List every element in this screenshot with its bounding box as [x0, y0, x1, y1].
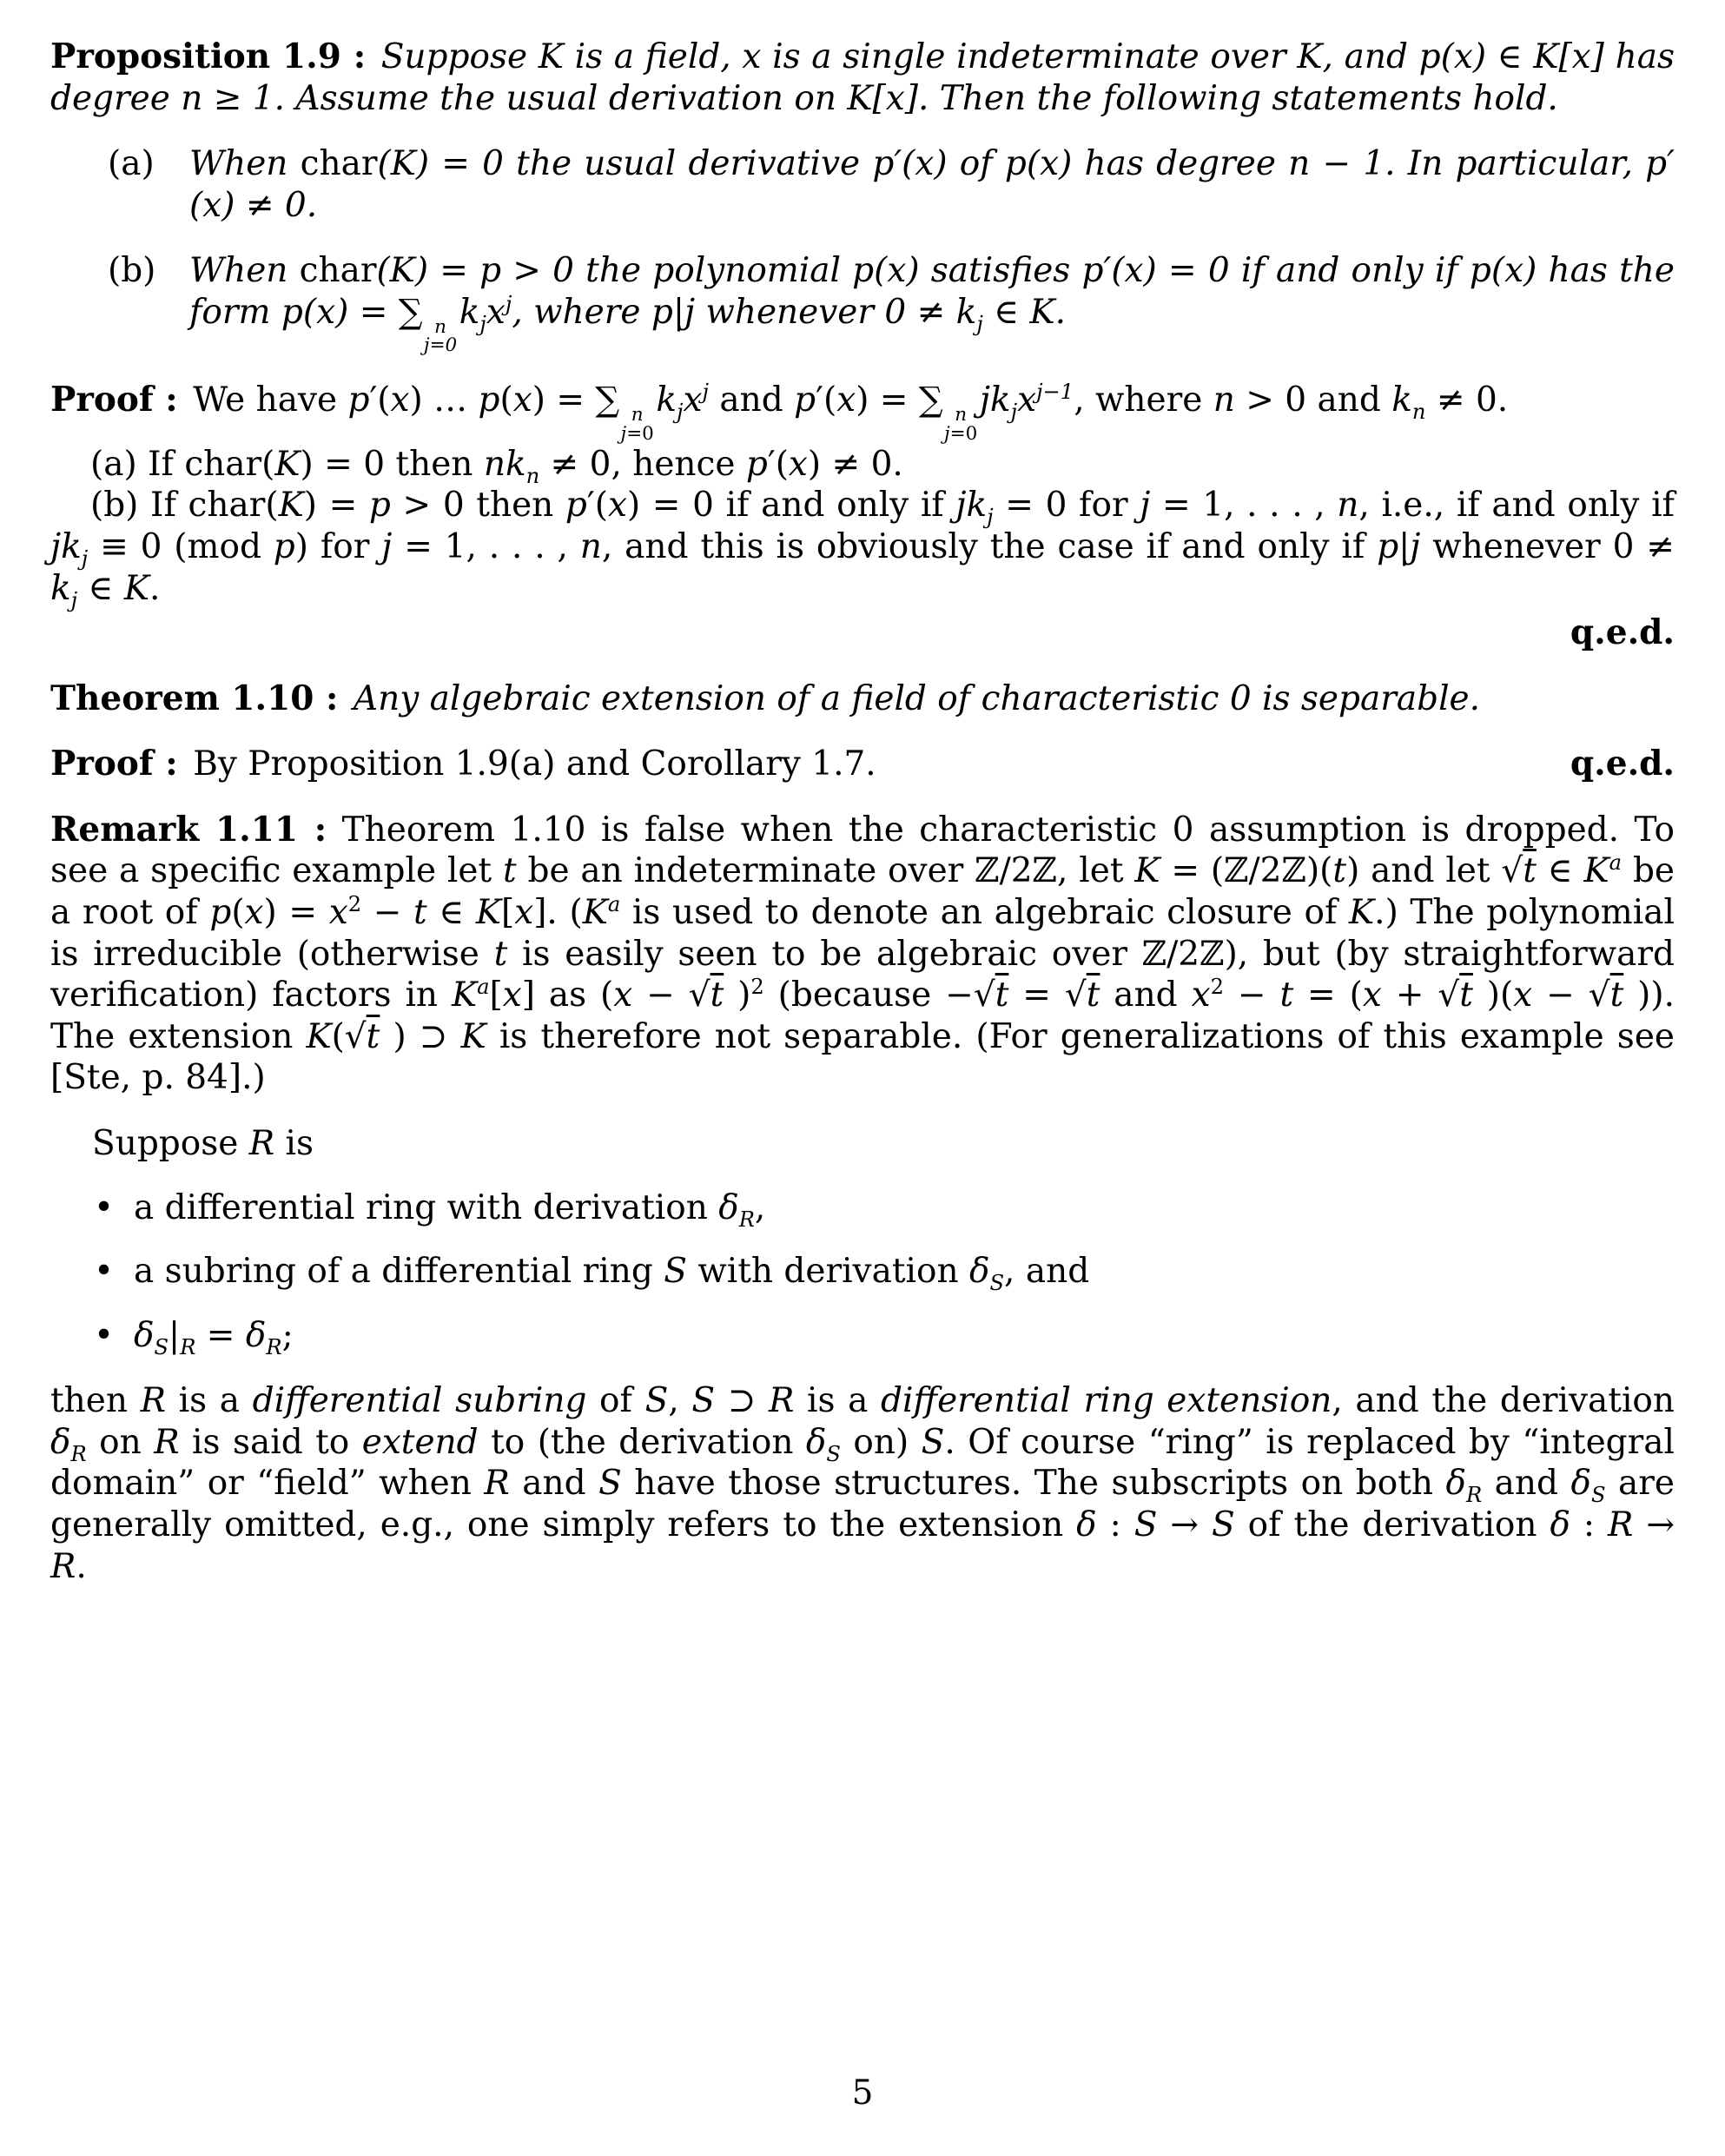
- item-b-label: (b): [108, 251, 156, 291]
- theorem-statement: Any algebraic extension of a field of characteristic 0 is separable.: [353, 678, 1481, 718]
- theorem-block: [50, 678, 1675, 720]
- bullet-item-1: [94, 1187, 1675, 1232]
- bullet-1-text: a differential ring with derivation $\delta_R$,: [134, 1187, 766, 1232]
- proof-1-block: [50, 380, 1675, 443]
- bullet-item-3: [94, 1315, 1675, 1357]
- bullet-item-2: [94, 1251, 1675, 1293]
- bullet-icon: •: [94, 1187, 115, 1227]
- page-number: 5: [851, 2073, 874, 2113]
- remark-block: [50, 810, 1675, 1099]
- remark-text: Theorem 1.10 is false when the characteristic 0 assumption is dropped. To see a specific example let t be an indeterminate over ℤ/2ℤ, let K = (ℤ/2ℤ)(t) and let √t ∈ $K^a$ be a root of $p(x) = x^2 - t$ ∈ K[x]. ($K^a$ is used to denote an algebraic closure of K.) The polynomial is irreducible (otherwise t is easily seen to be algebraic over ℤ/2ℤ), but (by straightforward verification) factors in $K^a[x]$ as (x − √t )$^2$ (because −√t = √t and $x^2 - t = (x + √t$ )(x − √t )). The extension K(√t ) ⊃ K is therefore not separable. (For generalizations of this example see [Ste, p. 84].): [50, 810, 1675, 1098]
- bullet-icon: •: [94, 1315, 115, 1355]
- item-a-text: When char(K) = 0 the usual derivative p′(x) of p(x) has degree n − 1. In particular, p′(x) ≠ 0.: [189, 144, 1675, 225]
- proof-1-qed: q.e.d.: [1570, 612, 1675, 653]
- suppose-line: Suppose R is: [92, 1123, 314, 1163]
- item-a-label: (a): [108, 144, 155, 184]
- proof-2-line: [50, 744, 876, 785]
- item-b-text: When char(K) = p > 0 the polynomial p(x) satisfies p′(x) = 0 if and only if p(x) has the form p(x) = ∑ n j=0 $k_jx^j$, where p|j whenever $0 \ne k_j$ ∈ K.: [189, 251, 1675, 357]
- proof-1-paragraph-b: (b) If char(K) = p > 0 then p′(x) = 0 if and only if $jk_j = 0$ for j = 1, . . . , n, i.e., if and only if $jk_j \equiv 0$ (mod p) for j = 1, . . . , n, and this is obviously the case if and only if p|j whenever $0 \ne k_j$ ∈ K.: [50, 486, 1675, 612]
- proof-2-qed: q.e.d.: [1570, 744, 1675, 784]
- proposition-block: [50, 36, 1675, 119]
- proof-1-paragraph-a: (a) If char(K) = 0 then $nk_n \ne 0$, hence p′(x) ≠ 0.: [90, 444, 903, 488]
- proposition-statement: Suppose K is a field, x is a single indeterminate over K, and p(x) ∈ K[x] has degree n ≥ 1. Assume the usual derivation on K[x]. Then the following statements hold.: [50, 37, 1675, 118]
- proof-2-label: Proof :: [50, 744, 178, 784]
- theorem-label: Theorem 1.10 :: [50, 678, 339, 718]
- proposition-label: Proposition 1.9 :: [50, 36, 367, 76]
- bullet-3-text: $\delta_S|_R = \delta_R$;: [134, 1315, 294, 1359]
- bullet-icon: •: [94, 1252, 115, 1292]
- proof-1-text: We have p′(x) … p(x) = ∑ n j=0 $k_jx^j$ and p′(x) = ∑ n j=0 $jk_jx^{j-1}$, where n > 0 and $k_n \ne 0$.: [193, 380, 1509, 445]
- remark-label: Remark 1.11 :: [50, 809, 327, 850]
- closing-paragraph: then R is a differential subring of S, S ⊃ R is a differential ring extension, and the derivation $\delta_R$ on R is said to extend to (the derivation $\delta_S$ on) S. Of course “ring” is replaced by “integral domain” or “field” when R and S have those structures. The subscripts on both $\delta_R$ and $\delta_S$ are generally omitted, e.g., one simply refers to the extension δ : S → S of the derivation δ : R → R.: [50, 1381, 1675, 1586]
- proof-1-label: Proof :: [50, 380, 178, 420]
- proposition-item-a: [108, 143, 1675, 226]
- proof-2-block: [50, 744, 1675, 785]
- proof-2-text: By Proposition 1.9(a) and Corollary 1.7.: [193, 744, 876, 784]
- proposition-item-b: [108, 250, 1675, 355]
- bullet-2-text: a subring of a differential ring S with derivation $\delta_S$, and: [134, 1252, 1090, 1295]
